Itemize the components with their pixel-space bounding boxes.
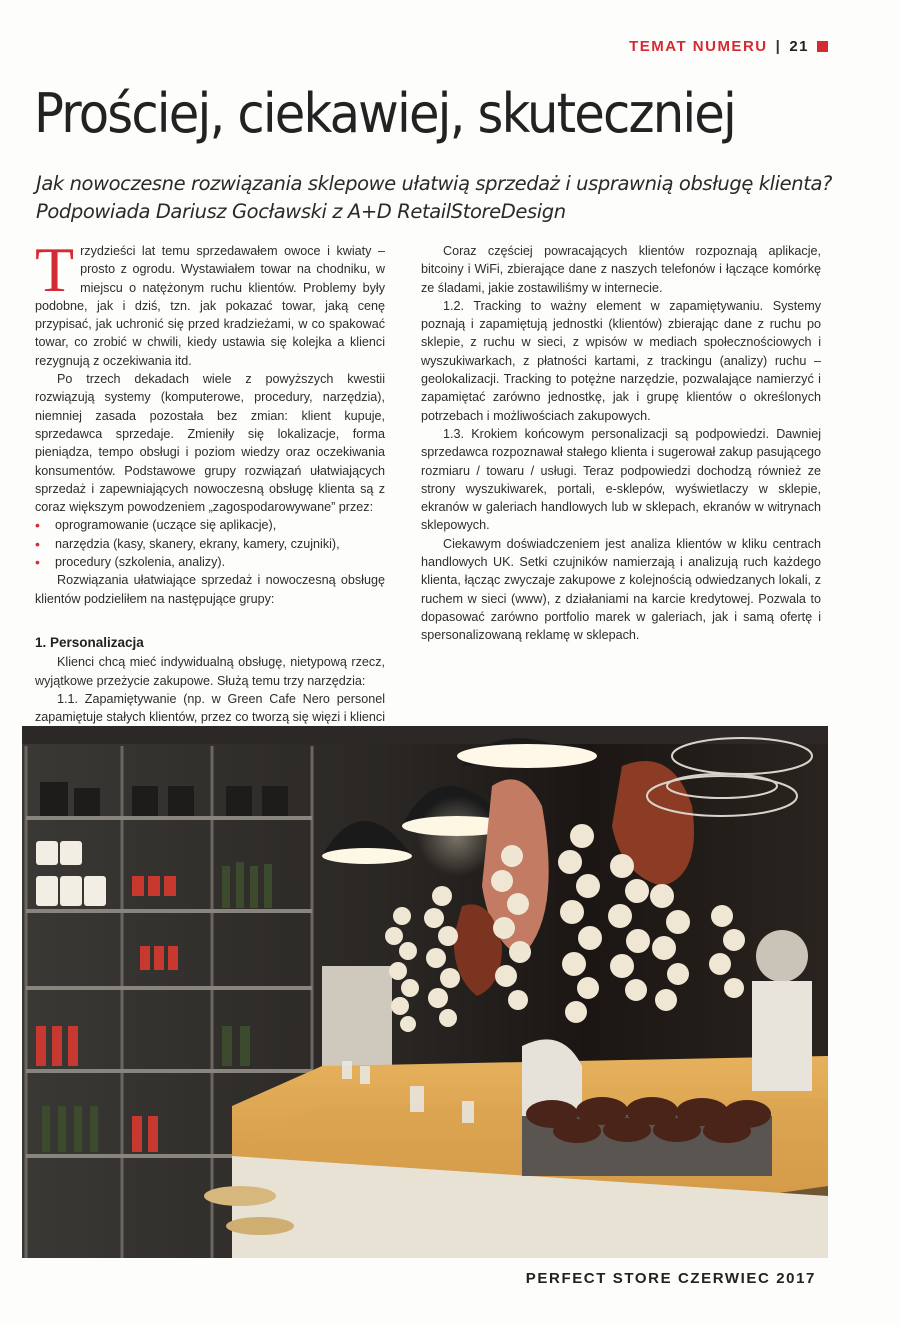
paragraph: 1.3. Krokiem końcowym personalizacji są podpowiedzi. Dawniej sprzedawca rozpoznawał stałego klienta i sugerował zakup pasującego rozmiaru / towaru / usługi. Teraz podpowiedzi dochodzą również ze strony wyszukiwarek, portali, e-sklepów, wyświetlaczy w sklepie, ekranów w galeriach handlowych lub w sklepach, ekranów w witrynach sklepowych. <box>421 426 821 533</box>
list-item: • procedury (szkolenia, analizy). <box>35 553 385 571</box>
paragraph-intro <box>35 234 385 370</box>
header-separator: | <box>775 38 782 55</box>
bullet-list <box>35 516 385 571</box>
magazine-footer: PERFECT STORE CZERWIEC 2017 <box>525 1270 816 1287</box>
red-square-icon <box>817 41 828 52</box>
running-header <box>629 38 828 55</box>
page-number: 21 <box>789 38 809 55</box>
paragraph: Rozwiązania ułatwiające sprzedaż i nowoczesną obsługę klientów podzieliłem na następujące grupy: <box>35 573 385 606</box>
paragraph: Klienci chcą mieć indywidualną obsługę, nietypową rzecz, wyjątkowe przeżycie zakupowe. Służą temu trzy narzędzia: <box>35 655 385 688</box>
section-label: TEMAT NUMERU <box>629 38 768 55</box>
drop-cap: T <box>35 234 75 305</box>
store-interior-photo <box>22 726 828 1258</box>
paragraph: 1.2. Tracking to ważny element w zapamiętywaniu. Systemy poznają i zapamiętują jednostki (klientów) zbierając dane z ruchu po sklepie, z ruchu w sieci, z wpisów w mediach społecznościowych i wyszukiwarkach, z płatności kartami, z trackingu (analizy) ruchu – geolokalizacji. Tracking to potężne narzędzie, pozwalające namierzyć i zapamiętać zarówno jednostkę, jak i grupę klientów o określonych potrzebach i możliwościach zakupowych. <box>421 298 821 423</box>
paragraph: Po trzech dekadach wiele z powyższych kwestii rozwiązują systemy (komputerowe, procedury, narzędzia), niemniej zasada pozostała bez zmian: klient kupuje, sprzedawca sprzedaje. Zmieniły się lokalizacje, forma pieniądza, tempo obsługi i poziom wiedzy oraz oczekiwania konsumentów. Podstawowe grupy rozwiązań ułatwiających sprzedaż i zapewniających nowoczesną obsługę klienta są z coraz większym powodzeniem „zagospodarowywane” przez: <box>35 372 385 515</box>
paragraph-intro-text: rzydzieści lat temu sprzedawałem owoce i kwiaty – prosto z ogrodu. Wystawiałem towar na chodniku, w miejscu o natężonym ruchu klientów. Problemy były podobne, jak i dziś, tzn. jak pokazać towar, jaką cenę przypisać, jak uchronić się przed kradzieżami, w co spakować towar, co zrobić w chwili, kiedy ustawia się kolejka a klienci rezygnują z oczekiwania itd. <box>35 244 385 368</box>
section-heading: 1. Personalizacja <box>35 634 144 650</box>
paragraph: Ciekawym doświadczeniem jest analiza klientów w kliku centrach handlowych UK. Setki czujników namierzają i analizują ruch każdego klienta, łącząc zwyczaje zakupowe z kolejnością odwiedzanych lokali, z ruchem w sieci (www), z działaniami na karcie kredytowej. Pozwala to dopasować zarówno portfolio marek w galeriach, jak i samą ofertę i spersonalizowaną reklamę w sklepach. <box>421 536 821 643</box>
article-title: Prościej, ciekawiej, skuteczniej <box>34 82 735 145</box>
list-item: • narzędzia (kasy, skanery, ekrany, kamery, czujniki), <box>35 535 385 553</box>
paragraph: Coraz częściej powracających klientów rozpoznają aplikacje, bitcoiny i WiFi, zbierające dane z naszych telefonów i łączące komórkę ze śladami, jakie zostawiliśmy w internecie. <box>421 244 821 295</box>
list-item: • oprogramowanie (uczące się aplikacje), <box>35 516 385 534</box>
article-column-right <box>421 242 821 645</box>
paragraph: 1.1. Zapamiętywanie (np. w Green Cafe Nero personel zapamiętuje stałych klientów, przez co tworzą się więzi i klienci <box>35 691 385 725</box>
article-lead: Jak nowoczesne rozwiązania sklepowe ułatwią sprzedaż i usprawnią obsługę klienta? Podpowiada Dariusz Gocławski z A+D RetailStoreDesign <box>36 172 832 223</box>
